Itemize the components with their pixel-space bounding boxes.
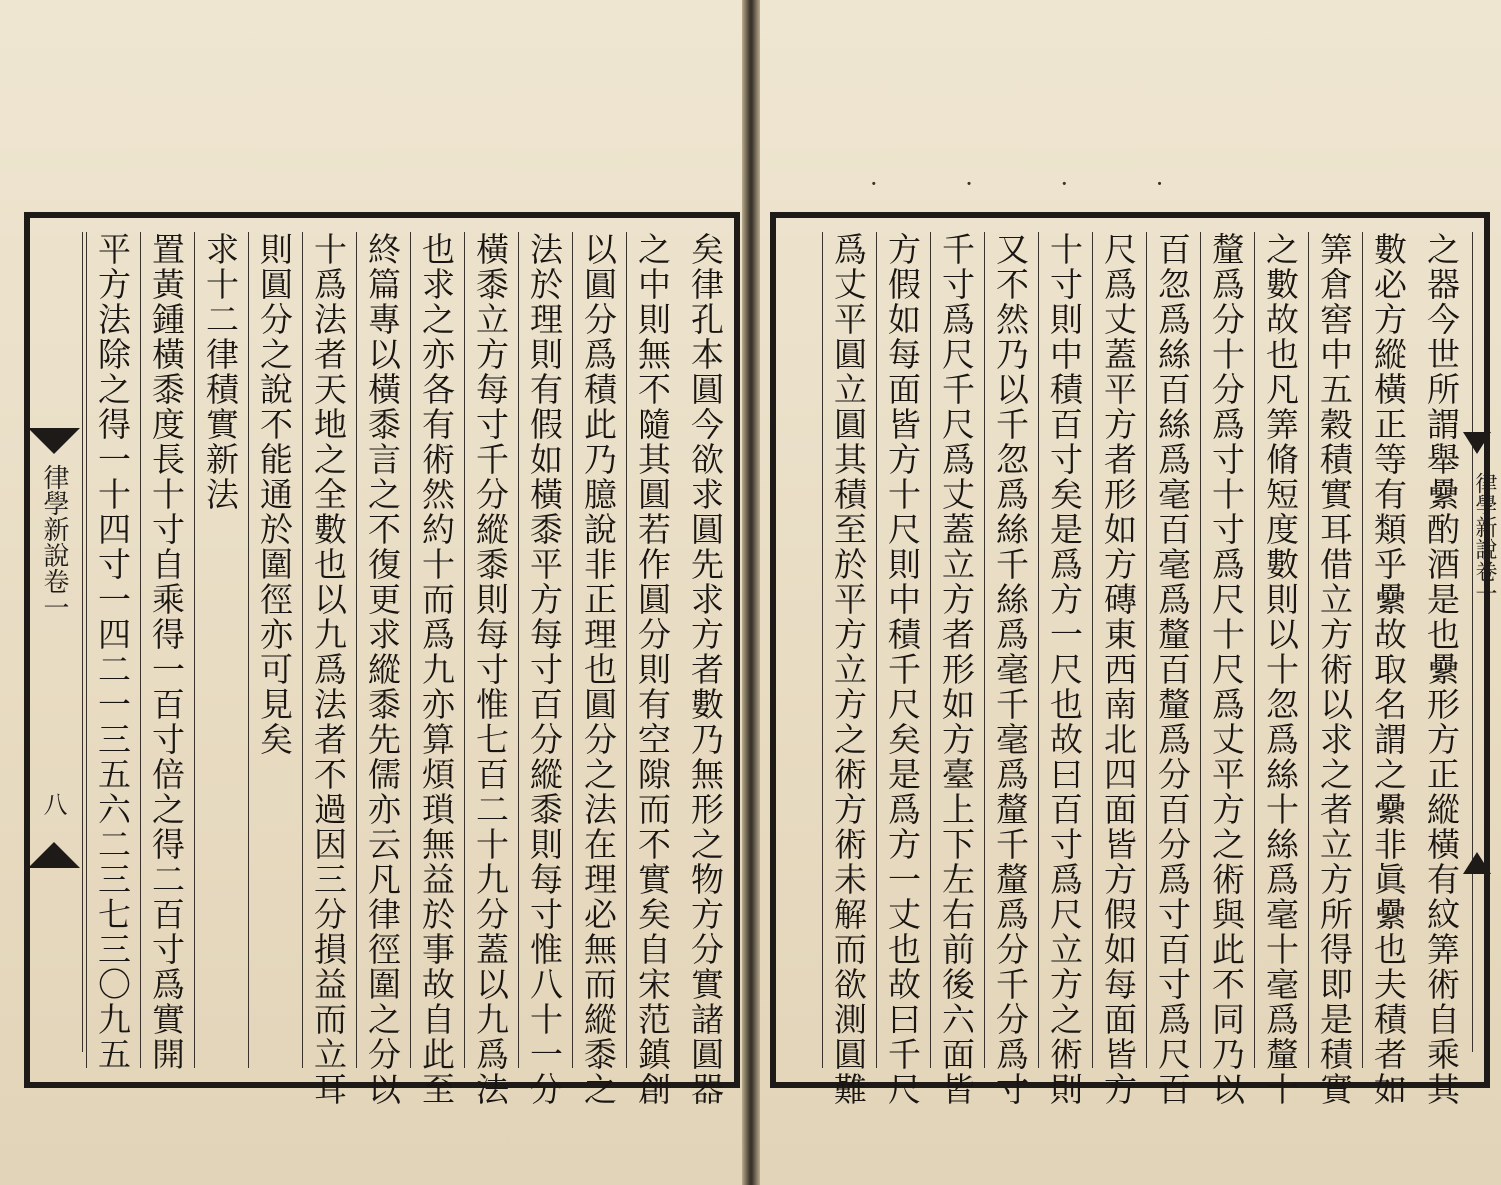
- text-column: 百忽爲絲百絲爲毫百毫爲釐百釐爲分百分爲寸百寸爲尺百: [1146, 232, 1198, 1068]
- top-margin-marks: · · · ·: [870, 170, 1204, 198]
- fishtail-margin: [24, 232, 83, 1052]
- text-column: 釐爲分十分爲寸十寸爲尺十尺爲丈平方之術與此不同乃以: [1200, 232, 1252, 1068]
- text-column: 方假如每面皆方十尺則中積千尺矣是爲方一丈也故曰千尺: [876, 232, 928, 1068]
- fishtail-lower-icon: [28, 842, 80, 868]
- section-heading: 求十二律積實新法: [194, 232, 246, 1068]
- text-column: 十爲法者天地之全數也以九爲法者不過因三分損益而立耳: [302, 232, 354, 1068]
- text-column: 千寸爲尺千尺爲丈蓋立方者形如方臺上下左右前後六面皆: [930, 232, 982, 1068]
- book-gutter: [742, 0, 760, 1185]
- fishtail-margin: [1472, 232, 1497, 1052]
- text-column: 筭倉窖中五穀積實耳借立方術以求之者立方所得即是積實: [1308, 232, 1360, 1068]
- text-column: 之數故也凡筭脩短度數則以十忽爲絲十絲爲毫十毫爲釐十: [1254, 232, 1306, 1068]
- text-column: 矣律孔本圓今欲求圓先求方者數乃無形之物方分實諸圓器: [686, 232, 725, 1107]
- fishtail-lower-icon: [1463, 852, 1491, 874]
- text-column: 數必方縱橫正等有類乎纍故取名謂之纍非眞纍也夫積者如: [1362, 232, 1414, 1068]
- text-column: 之中則無不隨其圓若作圓分則有空隙而不實矣自宋范鎮創: [626, 232, 678, 1068]
- fishtail-upper-icon: [1463, 432, 1491, 454]
- left-text-frame: [24, 212, 740, 1107]
- fishtail-upper-icon: [28, 428, 80, 454]
- text-column: 又不然乃以千忽爲絲千絲爲毫千毫爲釐千釐爲分千分爲寸: [984, 232, 1036, 1068]
- text-column: 則圓分之說不能通於圍徑亦可見矣: [248, 232, 300, 1068]
- text-column: 平方法除之得一十四寸一四二一三五六二三七三〇九五: [86, 232, 138, 1068]
- text-column: 也求之亦各有術然約十而爲九亦算煩瑣無益於事故自此至: [410, 232, 462, 1068]
- leaf-number: 八: [39, 792, 67, 816]
- text-column: 橫黍立方每寸千分縱黍則每寸惟七百二十九分蓋以九爲法: [464, 232, 516, 1068]
- fishtail-title: 律學新說卷一: [39, 464, 69, 620]
- fishtail-title: 律學新說卷一: [1472, 472, 1497, 604]
- text-column: 置黃鍾橫黍度長十寸自乘得一百寸倍之得二百寸爲實開: [140, 232, 192, 1068]
- text-column: 法於理則有假如橫黍平方每寸百分縱黍則每寸惟八十一分: [518, 232, 570, 1068]
- text-column: 以圓分爲積此乃臆說非正理也圓分之法在理必無而縱黍之: [572, 232, 624, 1068]
- text-column: 爲丈平圓立圓其積至於平方立方之術方術未解而欲測圓難: [822, 232, 874, 1068]
- text-column: 終篇專以橫黍言之不復更求縱黍先儒亦云凡律徑圍之分以: [356, 232, 408, 1068]
- text-column: 尺爲丈蓋平方者形如方磚東西南北四面皆方假如每面皆方: [1092, 232, 1144, 1068]
- text-column: 之器今世所謂舉纍酌酒是也纍形方正縱橫有紋筭術自乘其: [1422, 232, 1461, 1107]
- text-column: 十寸則中積百寸矣是爲方一尺也故曰百寸爲尺立方之術則: [1038, 232, 1090, 1068]
- right-text-frame: [770, 212, 1497, 1107]
